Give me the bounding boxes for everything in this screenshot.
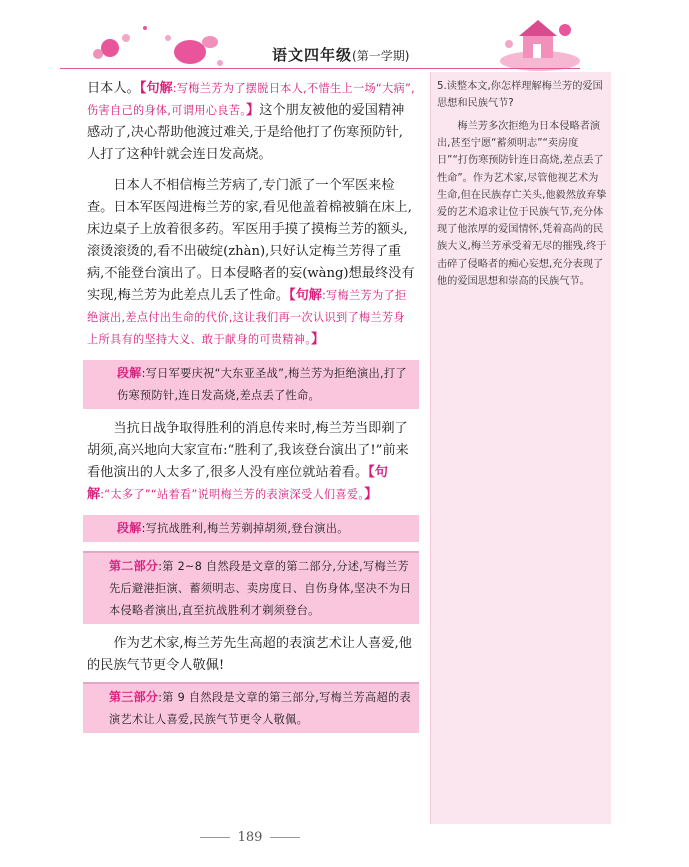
section-summary-1: 段解:写日军要庆祝“大东亚圣战”,梅兰芳为拒绝演出,打了伤寒预防针,连日发高烧,差点丢了性命。 (83, 360, 419, 409)
page-header (0, 0, 689, 80)
paragraph-2: 日本人不相信梅兰芳病了,专门派了一个军医来检查。日本军医闯进梅兰芳的家,看见他盖着棉被躺在床上,床边桌子上放着很多药。军医用手摸了摸梅兰芳的额头,滚烫滚烫的,看不出破绽(zhàn),只好认定梅兰芳得了重病,不能登台演出了。日本侵略者的妄(wàng)想最终没有实现,梅兰芳为此差点儿丢了性命。【句解:写梅兰芳为了拒绝演出,差点付出生命的代价,这让我们再一次认识到了梅兰芳身上所具有的坚持大义、敢于献身的可贵精神。】 (87, 178, 415, 347)
house-decoration-icon (495, 6, 585, 72)
paragraph-4: 作为艺术家,梅兰芳先生高超的表演艺术让人喜爱,他的民族气节更令人敬佩! (87, 636, 412, 673)
side-question: 5.读整本文,你怎样理解梅兰芳的爱国思想和民族气节? (437, 81, 603, 109)
paragraph-1: 日本人。【句解:写梅兰芳为了摆脱日本人,不惜生上一场“大病”,伤害自己的身体,可谓用心良苦。】这个朋友被他的爱国精神感动了,决心帮助他渡过难关,于是给他打了伤寒预防针,人打了这种针就会连日发高烧。 (87, 81, 415, 162)
part-two-summary: 第二部分:第 2~8 自然段是文章的第二部分,分述,写梅兰芳先后避港拒演、蓄须明志、卖房度日、自伤身体,坚决不为日本侵略者演出,直至抗战胜利才剃须登台。 (83, 551, 419, 624)
section-summary-2: 段解:写抗战胜利,梅兰芳剃掉胡须,登台演出。 (83, 515, 419, 542)
main-text (87, 78, 415, 733)
side-panel (430, 72, 611, 824)
book-title: 语文四年级(第一学期) (272, 46, 410, 64)
paragraph-3: 当抗日战争取得胜利的消息传来时,梅兰芳当即剃了胡须,高兴地向大家宣布:“胜利了,我该登台演出了!”前来看他演出的人太多了,很多人没有座位就站着看。【句解:“太多了”“站着看”说明梅兰芳的表演深受人们喜爱。】 (87, 421, 409, 502)
header-divider (60, 68, 580, 69)
part-three-summary: 第三部分:第 9 自然段是文章的第三部分,写梅兰芳高超的表演艺术让人喜爱,民族气节更令人敬佩。 (83, 682, 419, 733)
page-number: 189 (0, 830, 500, 845)
side-answer: 梅兰芳多次拒绝为日本侵略者演出,甚至宁愿“蓄须明志”“卖房度日”“打伤寒预防针连日高烧,差点丢了性命”。作为艺术家,尽管他视艺术为生命,但在民族存亡关头,他毅然放弃挚爱的艺术追求让位于民族气节,充分体现了他浓厚的爱国情怀,凭着高尚的民族大义,梅兰芳承受着无尽的摧残,终于击碎了侵略者的痴心妄想,充分表现了他的爱国思想和崇高的民族气节。 (437, 121, 607, 287)
